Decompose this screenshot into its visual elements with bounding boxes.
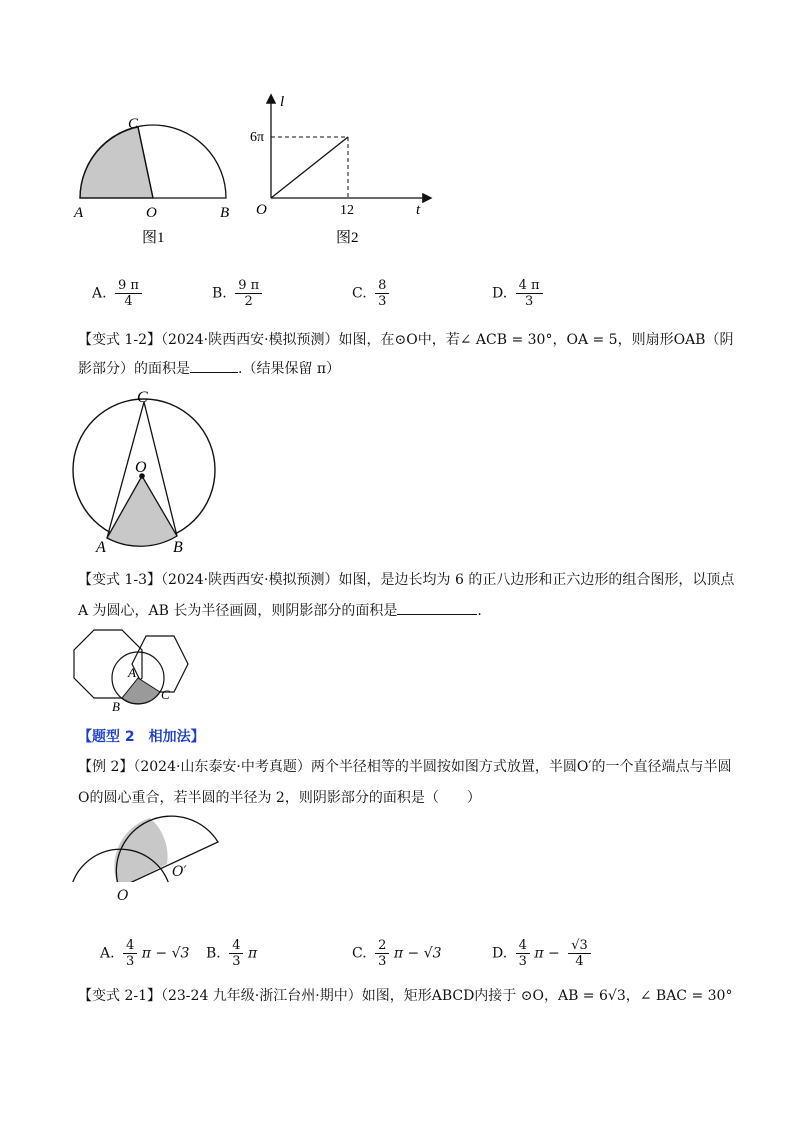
denominator: 3 <box>378 954 387 969</box>
shaded-sector-aoc <box>80 127 153 198</box>
fraction <box>516 278 543 309</box>
option-letter: B. <box>212 285 227 302</box>
example-2-line-2: O的圆心重合，若半圆的半径为 2，则阴影部分的面积是（ ） <box>78 790 481 806</box>
numerator: √3 <box>568 938 591 954</box>
option-letter: B. <box>206 945 221 962</box>
option-letter: D. <box>492 945 508 962</box>
numerator: 9 π <box>235 278 262 294</box>
figure-1-semicircle <box>70 112 240 247</box>
option-letter: C. <box>352 285 367 302</box>
denominator: 3 <box>232 954 241 969</box>
denominator: 4 <box>575 954 584 969</box>
label-o-prime: O′ <box>172 864 187 880</box>
option-letter: A. <box>100 945 115 962</box>
option-tail: π − √3 <box>141 945 190 962</box>
figure-octagon-hexagon <box>66 624 196 714</box>
denominator: 3 <box>378 294 387 309</box>
ex2-option-c <box>352 938 442 969</box>
label-b: B <box>112 699 120 714</box>
figure-two-semicircles <box>68 812 228 882</box>
option-letter: A. <box>92 285 107 302</box>
label-c: C <box>128 116 139 132</box>
ex2-option-b <box>206 938 257 969</box>
label-o: O <box>146 205 157 221</box>
numerator: 4 <box>516 938 530 954</box>
q1-option-d <box>492 278 543 309</box>
label-a: A <box>96 539 106 556</box>
numerator: 9 π <box>115 278 142 294</box>
q1-option-b <box>212 278 262 309</box>
figure-1-caption: 图1 <box>142 230 165 246</box>
axis-label-t: t <box>416 202 421 218</box>
denominator: 3 <box>518 954 527 969</box>
q1-option-c <box>352 278 389 309</box>
fraction <box>235 278 262 309</box>
numerator: 4 π <box>516 278 543 294</box>
variant-1-2-line-1: 【变式 1-2】（2024·陕西西安·模拟预测）如图，在⊙O中，若∠ ACB = 30°，OA = 5，则扇形OAB（阴 <box>78 332 734 348</box>
ex2-option-d <box>492 938 591 969</box>
line-text: .（结果保留 π） <box>238 361 341 377</box>
origin-label: O <box>256 202 267 218</box>
label-a: A <box>128 665 136 680</box>
fraction <box>375 278 389 309</box>
numerator: 4 <box>229 938 243 954</box>
section-heading: 【题型 2 相加法】 <box>78 729 205 745</box>
numerator: 2 <box>375 938 389 954</box>
label-a: A <box>74 205 84 221</box>
figure-circle-sector <box>66 386 226 558</box>
example-2-line-1: 【例 2】（2024·山东泰安·中考真题）两个半径相等的半圆按如图方式放置，半圆O′的一个直径端点与半圆 <box>78 759 732 775</box>
graph-line <box>271 137 348 198</box>
option-tail: π <box>247 945 258 962</box>
numerator: 8 <box>375 278 389 294</box>
tick-6pi: 6π <box>250 130 265 145</box>
variant-1-2-line-2 <box>78 358 340 379</box>
line-text: 影部分）的面积是 <box>78 361 190 377</box>
fraction <box>229 938 243 969</box>
denominator: 2 <box>244 294 253 309</box>
option-tail: π − √3 <box>393 945 442 962</box>
shaded-sector <box>122 678 160 704</box>
fraction <box>516 938 530 969</box>
shaded-overlap <box>114 818 167 882</box>
fraction <box>375 938 389 969</box>
ex2-option-a <box>100 938 189 969</box>
label-b: B <box>173 539 183 556</box>
tick-12: 12 <box>340 203 354 218</box>
label-o: O <box>135 459 147 476</box>
figure-2-caption: 图2 <box>336 230 359 246</box>
fraction-2 <box>568 938 591 969</box>
numerator: 4 <box>123 938 137 954</box>
option-letter: C. <box>352 945 367 962</box>
option-tail: π − <box>534 945 560 962</box>
figure-2-graph <box>250 90 440 250</box>
label-b: B <box>220 205 230 221</box>
label-o: O <box>117 888 129 904</box>
variant-2-1-line-1: 【变式 2-1】（23-24 九年级·浙江台州·期中）如图，矩形ABCD内接于 ⊙O，AB = 6√3，∠ BAC = 30° <box>78 988 733 1004</box>
variant-1-3-line-1: 【变式 1-3】（2024·陕西西安·模拟预测）如图，是边长均为 6 的正八边形和正六边形的组合图形，以顶点 <box>78 572 735 588</box>
denominator: 3 <box>524 294 534 309</box>
fraction <box>115 278 142 309</box>
axis-label-l: l <box>280 94 285 110</box>
denominator: 3 <box>126 954 135 969</box>
shaded-sector-oab <box>107 476 177 546</box>
q1-option-a <box>92 278 142 309</box>
denominator: 4 <box>124 294 133 309</box>
label-c: C <box>137 389 148 406</box>
line-text: . <box>477 603 482 619</box>
fraction <box>123 938 137 969</box>
answer-blank[interactable] <box>190 358 238 373</box>
option-letter: D. <box>492 285 508 302</box>
variant-1-3-line-2 <box>78 600 482 621</box>
line-text: A 为圆心，AB 长为半径画圆，则阴影部分的面积是 <box>78 603 398 619</box>
answer-blank[interactable] <box>397 600 477 615</box>
label-c: C <box>161 687 170 702</box>
